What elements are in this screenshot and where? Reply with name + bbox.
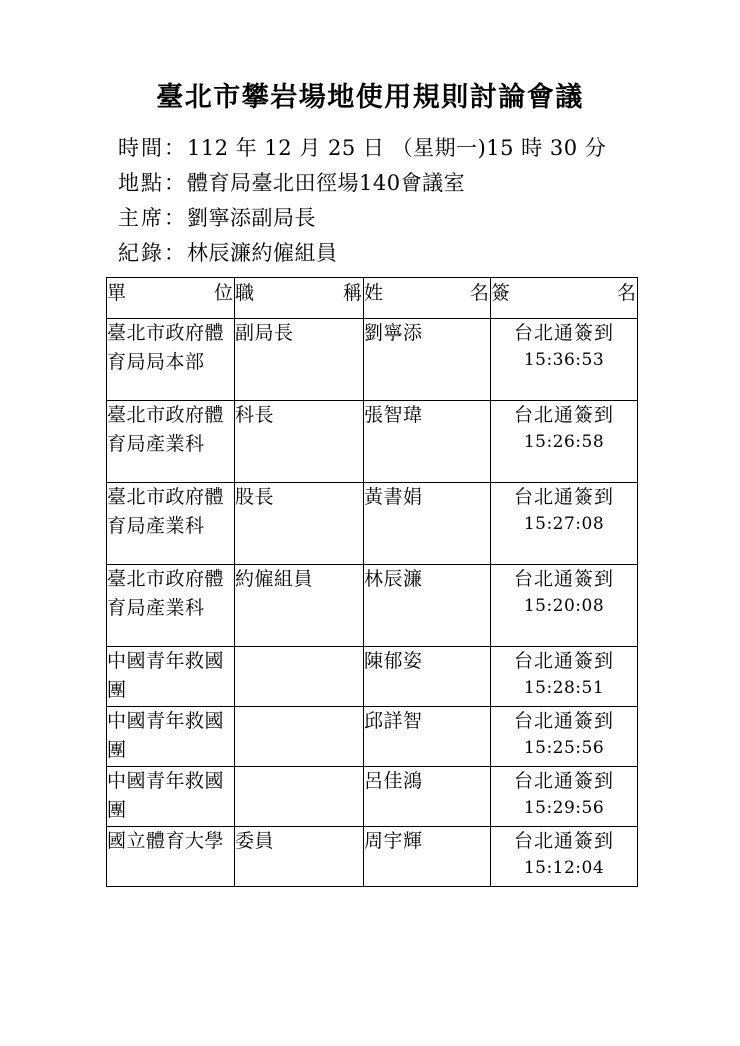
cell-job-title [235,707,364,767]
table-row [107,767,638,827]
meta-line-chair [118,201,678,236]
signature-time: 15:29:56 [523,798,605,818]
attendance-table-body [107,319,638,887]
cell-unit: 臺北市政府體育局產業科 [107,401,235,483]
meta-label-chair: 主席： [118,206,187,230]
cell-job-title: 股長 [235,483,364,565]
cell-unit: 中國青年救國團 [107,647,235,707]
cell-job-title: 科長 [235,401,364,483]
cell-unit: 臺北市政府體育局產業科 [107,565,235,647]
cell-unit: 國立體育大學 [107,827,235,887]
signature-time: 15:20:08 [523,596,605,616]
meta-label-time: 時間： [118,136,187,160]
table-row [107,319,638,401]
table-header-row [107,278,638,319]
cell-name: 呂佳鴻 [364,767,491,827]
meta-value-chair: 劉寧添副局長 [187,206,316,230]
meta-value-time: 112 年 12 月 25 日 （星期一)15 時 30 分 [187,136,607,160]
table-row [107,647,638,707]
cell-unit: 中國青年救國團 [107,707,235,767]
signature-label: 台北通簽到 [513,568,614,590]
signature-label: 台北通簽到 [513,770,614,792]
cell-name: 周宇輝 [364,827,491,887]
signature-time: 15:26:58 [523,432,605,452]
meta-value-location: 體育局臺北田徑場140會議室 [187,171,466,195]
cell-job-title: 約僱組員 [235,565,364,647]
signature-time: 15:25:56 [523,738,605,758]
signature-label: 台北通簽到 [513,486,614,508]
cell-name: 劉寧添 [364,319,491,401]
column-header-name-right: 名 [469,282,490,304]
cell-name: 邱詳智 [364,707,491,767]
column-header-unit-right: 位 [213,282,234,304]
signature-label: 台北通簽到 [513,650,614,672]
attendance-table [106,277,638,887]
cell-signature [491,319,638,401]
cell-job-title [235,767,364,827]
signature-label: 台北通簽到 [513,710,614,732]
signature-label: 台北通簽到 [513,404,614,426]
cell-signature [491,483,638,565]
cell-unit: 臺北市政府體育局產業科 [107,483,235,565]
meta-line-time [118,131,678,166]
column-header-job-title [235,278,364,319]
cell-name: 陳郁姿 [364,647,491,707]
cell-job-title: 副局長 [235,319,364,401]
cell-unit: 臺北市政府體育局局本部 [107,319,235,401]
cell-signature [491,827,638,887]
meta-line-recorder [118,236,678,271]
cell-name: 張智瑋 [364,401,491,483]
meta-label-recorder: 紀錄： [118,241,187,265]
signature-time: 15:12:04 [523,858,605,878]
page-title: 臺北市攀岩場地使用規則討論會議 [156,82,584,113]
meta-label-location: 地點： [118,171,187,195]
cell-signature [491,707,638,767]
column-header-name [364,278,491,319]
column-header-unit-left: 單 [107,282,128,304]
cell-name: 黃書娟 [364,483,491,565]
column-header-signature-right: 名 [616,282,637,304]
signature-label: 台北通簽到 [513,322,614,344]
cell-job-title [235,647,364,707]
cell-signature [491,401,638,483]
signature-time: 15:36:53 [523,350,605,370]
cell-unit: 中國青年救國團 [107,767,235,827]
signature-time: 15:28:51 [523,678,605,698]
table-row [107,827,638,887]
column-header-job-title-right: 稱 [342,282,363,304]
meta-value-recorder: 林辰濂約僱組員 [187,241,338,265]
cell-name: 林辰濂 [364,565,491,647]
column-header-signature-left: 簽 [491,282,512,304]
table-row [107,707,638,767]
cell-signature [491,565,638,647]
cell-signature [491,767,638,827]
column-header-name-left: 姓 [364,282,385,304]
cell-signature [491,647,638,707]
table-row [107,565,638,647]
table-row [107,483,638,565]
signature-label: 台北通簽到 [513,830,614,852]
column-header-job-title-left: 職 [235,282,256,304]
signature-time: 15:27:08 [523,514,605,534]
meta-line-location [118,166,678,201]
meeting-meta-block [118,131,678,271]
column-header-unit [107,278,235,319]
column-header-signature [491,278,638,319]
table-row [107,401,638,483]
cell-job-title: 委員 [235,827,364,887]
